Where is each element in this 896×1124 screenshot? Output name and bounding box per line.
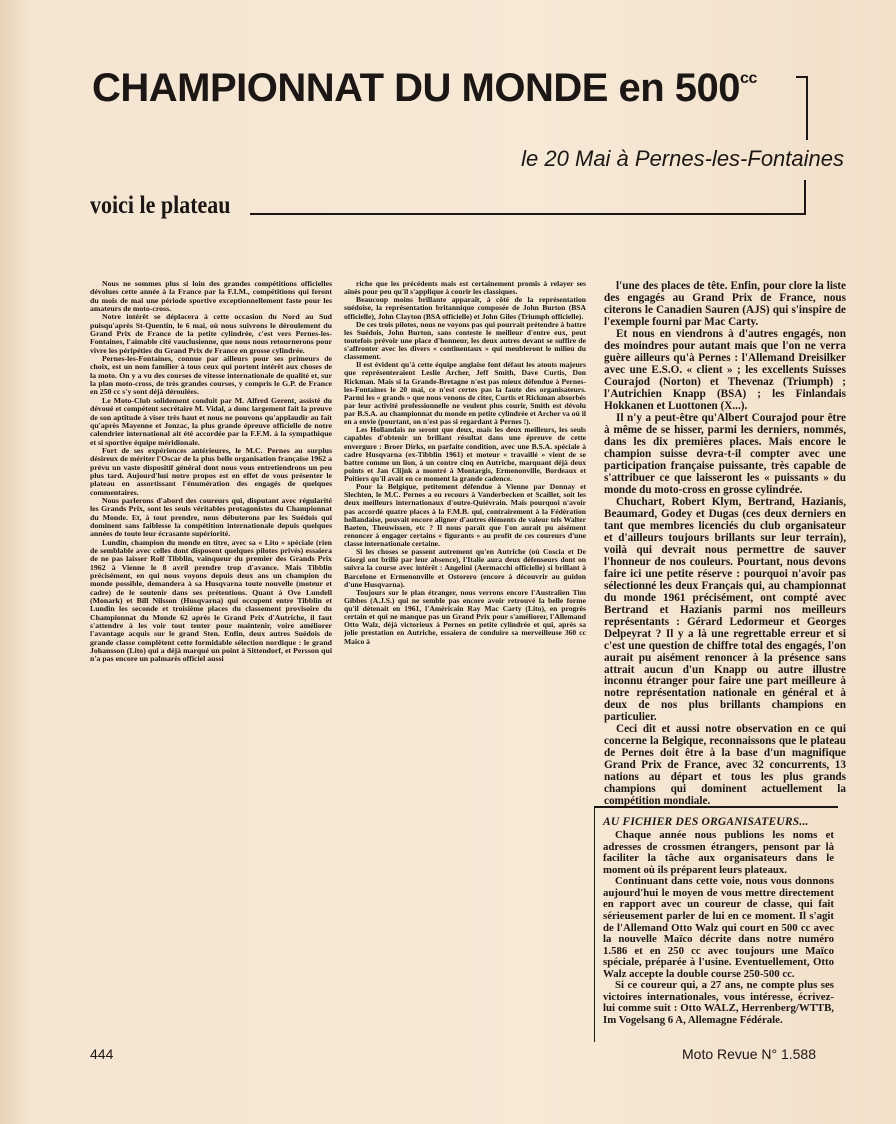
page-number: 444 (90, 1046, 114, 1062)
paragraph: Beaucoup moins brillante apparaît, à côté de la représentation suédoise, la représentation britannique composée de John Burton (BSA officielle), John Clayton (BSA officielle) et John Giles (Triumph officielle). (344, 295, 586, 321)
box-heading: AU FICHIER DES ORGANISATEURS... (603, 816, 809, 828)
article-title (92, 66, 812, 111)
text-column-1 (90, 280, 332, 668)
paragraph: De ces trois pilotes, nous ne voyons pas qui pourrait prétendre à battre les Suédois, John Burton, sans conteste le meilleur d'entre eux, peut toutefois prévoir une place d'honneur, les deux autres devant se suffire de s'affronter avec les divers « continentaux » qui meubleront le milieu du classement. (344, 319, 586, 362)
paragraph: Et nous en viendrons à d'autres engagés, non des moindres pour autant mais que l'on ne verra guère ailleurs qu'à Pernes : l'Allemand Dreisilker avec une E.S.O. « client » ; les excellents Suisses Courajod (Norton) et Thevenaz (Triumph) ; l'Autrichien Knapp (BSA) ; les Finlandais Hokkanen et Luottonen (X...). (604, 327, 846, 412)
paragraph: Nous parlerons d'abord des coureurs qui, disputant avec régularité les Grands Prix, sont les seuls véritables protagonistes du Championnat du Monde. Et, à tout prendre, nous débuterons par les Suédois qui dominent sans faiblesse la compétition internationale depuis quelques années de toute leur écrasante supériorité. (90, 495, 332, 539)
paragraph: Nous ne sommes plus si loin des grandes compétitions officielles dévolues cette année à la France par la F.I.M., compétitions qui feront du mois de mai une période sportive exceptionnellement faste pour les amateurs de moto-cross. (90, 279, 332, 314)
box-paragraph: Si ce coureur qui, a 27 ans, ne compte plus ses victoires internationales, vous intéresse, écrivez-lui comme suit : Otto WALZ, Herrenberg/WTTB, Im Vogelsang 6 A, Allemagne Fédérale. (603, 979, 834, 1026)
paragraph: Ceci dit et aussi notre observation en ce qui concerne la Belgique, reconnaissons que le plateau de Pernes doit être à la base d'un magnifique Grand Prix de France, avec 32 concurrents, 13 nations au départ et tous les plus grands champions qui dominent actuellement la compétition mondiale. (604, 723, 846, 808)
paragraph: Si les choses se passent autrement qu'en Autriche (où Coscia et De Giorgi ont brillé par leur absence), l'Italie aura deux défenseurs dont on suivra la course avec intérêt : Angelini (Aermacchi officielle) si brillant à Barcelone et Ermenonville et Ostorero (encore à découvrir au guidon d'une Husqvarna). (344, 547, 586, 589)
box-paragraph: Continuant dans cette voie, nous vous donnons aujourd'hui le moyen de vous mettre directement en rapport avec un coureur de classe, qui fait sérieusement parler de lui en ce moment. Il s'agit de l'Allemand Otto Walz qui court en 500 cc avec la nouvelle Maïco décrite dans notre numéro 1.586 et en 250 cc avec toujours une Maïco spéciale, préparée à l'usine. Eventuellement, Otto Walz accepte la double course 250-500 cc. (603, 875, 834, 980)
article-subtitle: le 20 Mai à Pernes-les-Fontaines (521, 146, 844, 171)
section-heading: voici le plateau (90, 192, 231, 219)
paragraph: Le Moto-Club solidement conduit par M. Alfred Gerent, assisté du dévoué et compétent secrétaire M. Vidal, a donc largement fait la preuve de son aptitude à viser très haut et nous ne pouvons qu'applaudir au fait qu'après Mayenne et Jonzac, la plus grande épreuve officielle de notre calendrier international ait été accordée par la F.F.M. à la sympathique et si sportive équipe méridionale. (90, 395, 332, 447)
title-rule (796, 76, 808, 140)
paragraph: Il est évident qu'à cette équipe anglaise font défaut les atouts majeurs que représenteraient Leslie Archer, Jeff Smith, Dave Curtis, Don Rickman. Mais si la Grande-Bretagne n'est pas mieux défendue à Pernes-les-Fontaines le 20 mai, ce n'est certes pas la faute des organisateurs. Parmi les « grands » que nous venons de citer, Curtis et Rickman absorbés par leur activité professionnelle ne veulent plus courir, Smith est dévolu par B.S.A. au championnat du monde en petite cylindrée et Archer va où il en a envie (pourtant, on n'est pas si regardant à Pernes !). (344, 360, 586, 427)
paragraph: Toujours sur le plan étranger, nous verrons encore l'Australien Tim Gibbes (A.J.S.) qui ne semble pas encore avoir retrouvé la belle forme qu'il détenait en 1961, l'Américain Ray Mac Carty (Lito), en progrès certain et qui ne manque pas un Grand Prix pour s'améliorer, l'Allemand Otto Walz, déjà victorieux à Pernes en petite cylindrée et qui, après sa jolie prestation en Autriche, essaiera de conduire sa merveilleuse 360 cc Maïco à (344, 587, 586, 646)
title-superscript: cc (740, 70, 757, 87)
section-rule-end (804, 180, 806, 215)
paragraph: Lundin, champion du monde en titre, avec sa « Lito » spéciale (rien de semblable avec celles dont disposent quelques pilotes privés) essaiera de ne pas laisser Rolf Tibblin, vainqueur du premier des Grands Prix 1962 à Vienne le 8 avril prendre trop d'avance. Mais Tibblin précisément, en qui nous voyons depuis deux ans un champion du monde possible, demandera à sa Husqvarna toute nouvelle (moteur et cadre) de le soutenir dans ses prétentions. Quant à Ove Lundell (Monark) et Bill Nilsson (Husqvarna) qui occupent entre Tibblin et Lundin les seconde et troisième places du classement provisoire du Championnat du Monde 62 après le Grand Prix d'Autriche, il faut s'attendre à les voir tout tenter pour maintenir, voire améliorer l'avantage acquis sur le grand Sten. Enfin, deux autres Suédois de grande classe complètent cette formidable sélection nordique : le grand Johansson (Lito) qui a déjà marqué un point à Sittendorf, et Persson qui n'a pas encore un palmarès officiel aussi (90, 537, 332, 664)
paragraph: Fort de ses expériences antérieures, le M.C. Pernes au surplus désireux de mériter l'Oscar de la plus belle organisation française 1962 a prévu un vaste dispositif général dont nous vous entretiendrons un peu plus tard. Aujourd'hui notre propos est en effet de vous présenter le plateau en assortissant l'énumération des engagés de quelques commentaires. (90, 445, 332, 497)
paragraph: l'une des places de tête. Enfin, pour clore la liste des engagés au Grand Prix de France, nous citerons le Canadien Sauren (AJS) qui s'inspire de l'exemple fourni par Mac Carty. (604, 280, 846, 328)
paragraph: riche que les précédents mais est certainement promis à relayer ses aînés pour peu qu'il s'applique à courir les classiques. (344, 279, 586, 297)
paragraph: Il n'y a peut-être qu'Albert Courajod pour être à même de se hisser, parmi les derniers, nommés, dans les dix premières places. Mais encore le champion suisse devra-t-il compter avec une participation française puissante, très capable de s'attribuer ce que laisseront les « puissants » du monde du moto-cross en grosse cylindrée. (604, 411, 846, 496)
paragraph: Pernes-les-Fontaines, connue par ailleurs pour ses primeurs de choix, est un nom familier à tous ceux qui portent intérêt aux choses de la moto. On y a vu des courses de vitesse internationale de qualité et, sur la plan moto-cross, de très grandes courses, y compris le G.P. de France en 250 cc s'y sont déjà déroulées. (90, 354, 332, 397)
section-rule (250, 213, 806, 215)
paragraph: Les Hollandais ne seront que deux, mais les deux meilleurs, les seuls capables d'obtenir un brillant résultat dans une épreuve de cette envergure : Broer Dirks, en parfaite condition, avec une B.S.A. spéciale à cadre Husqvarna (ex-Tibblin 1961) et moteur « travaillé » vient de se battre comme un lion, à un contre cinq en Autriche, marquant déjà deux points et Jan Clijnk a montré à Montargis, Ermenonville, Bordeaux et Poitiers qu'il avait en ce moment la grande cadence. (344, 425, 586, 483)
paragraph: Pour la Belgique, petitement défendue à Vienne par Donnay et Slechten, le M.C. Pernes a eu recours à Vanderbecken et Scaillet, soit les deux meilleurs internationaux d'outre-Quiévrain. Mais pourquoi n'avoir pas accordé quatre places à la F.M.B. qui, contrairement à la Fédération hollandaise, pouvait encore aligner d'autres éléments de valeur tels Walter Baeten, Theuwissen, etc ? Il nous paraît que l'on aurait pu aisément renoncer à engager certains « figurants » au profit de ces coureurs d'une classe internationale certaine. (344, 482, 586, 548)
magazine-issue: Moto Revue N° 1.588 (682, 1046, 817, 1062)
box-paragraph: Chaque année nous publions les noms et adresses de crossmen étrangers, pensont par là faciliter la tâche aux organisateurs dans le moment où ils préparent leurs plateaux. (603, 829, 834, 876)
paragraph: Chuchart, Robert Klym, Bertrand, Hazianis, Beaumard, Godey et Dugas (ces deux derniers en tant que membres licenciés du club organisateur et d'ailleurs toujours brillants sur leur terrain), voilà qui devrait nous permettre de sauver l'honneur de nos couleurs. Pourtant, nous devons faire ici une petite réserve : pourquoi n'avoir pas sélectionné les deux Français qui, au championnat du monde 1961 précisément, ont compté avec Bertrand et Hazianis parmi nos meilleurs représentants : Gérard Ledormeur et Georges Delpeyrat ? Il y a là une regrettable erreur et si c'est une question de chiffre total des engagés, l'on aurait pu aisément renoncer à la présence sans attrait aucun d'un Knapp ou autre illustre inconnu étranger pour faire une part meilleure à notre représentation nationale en général et à deux de nos plus brillants champions en particulier. (604, 495, 846, 724)
title-text: CHAMPIONNAT DU MONDE en 500 (92, 66, 741, 110)
text-column-2 (344, 280, 586, 668)
text-column-3 (604, 280, 846, 810)
paragraph: Notre intérêt se déplacera à cette occasion du Nord au Sud puisqu'après St-Quentin, le 6 mai, où nous suivrons le déroulement du Grand Prix de France de la petite cylindrée, c'est vers Pernes-les-Fontaines, l'aimable cité vauclusienne, que nous nous retournerons pour vivre les péripéties du Grand Prix de France en grosse cylindrée. (90, 312, 332, 355)
organizers-box (594, 806, 838, 1042)
